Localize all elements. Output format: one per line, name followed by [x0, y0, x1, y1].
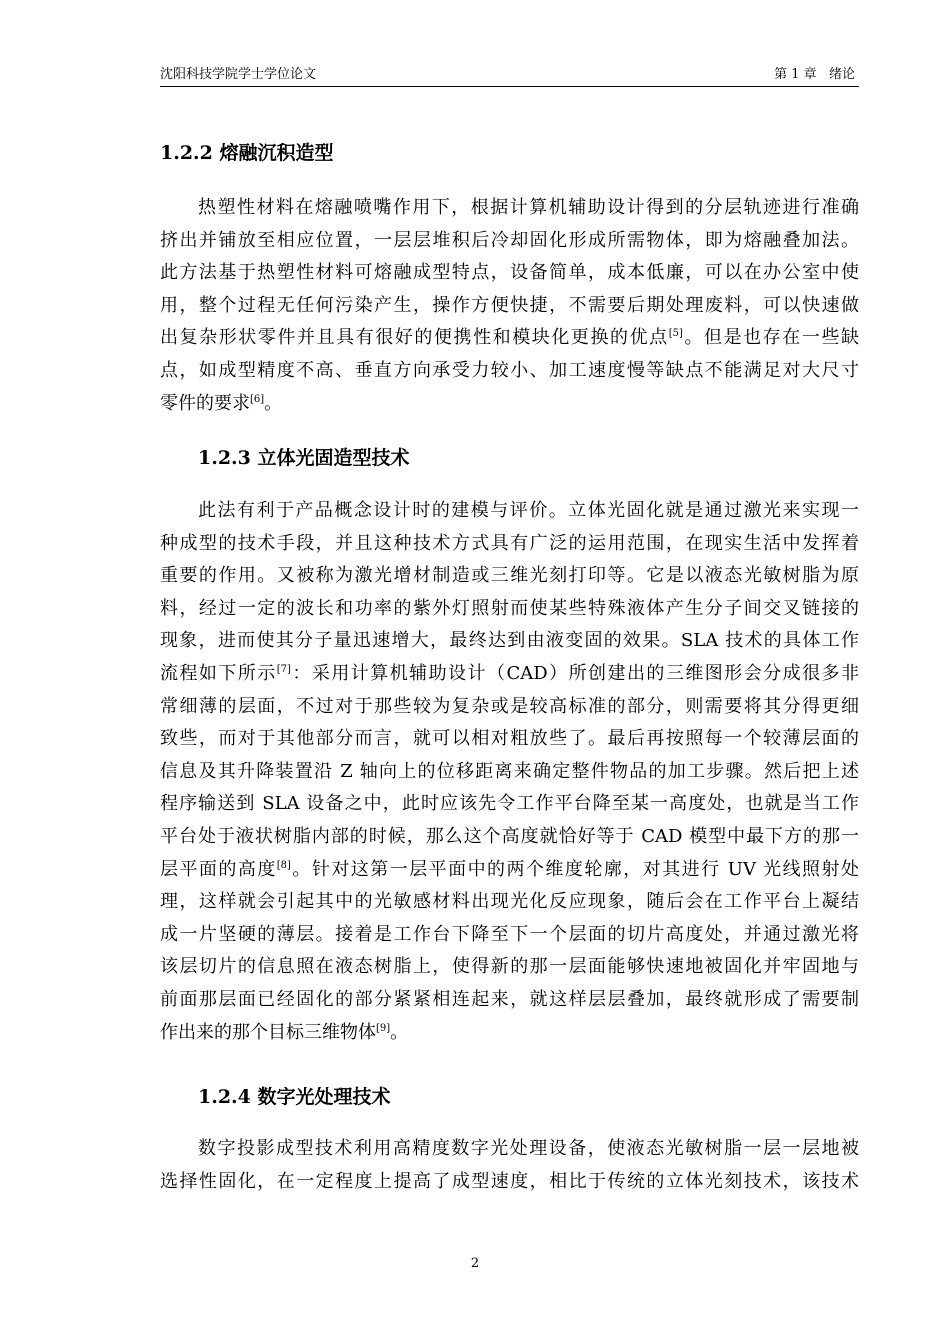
text-line: 现象，进而使其分子量迅速增大，最终达到由液变固的效果。SLA 技术的具体工作 — [160, 630, 859, 652]
text-line: 理，这样就会引起其中的光敏感材料出现光化反应现象，随后会在工作平台上凝结 — [160, 891, 859, 913]
paragraph-dlp — [160, 1133, 859, 1198]
text-line: 作出来的那个目标三维物体[9]。 — [160, 1021, 409, 1043]
text-line: 层平面的高度[8]。针对这第一层平面中的两个维度轮廓，对其进行 UV 光线照射处 — [160, 858, 859, 880]
header-chapter: 第 1 章 绪论 — [774, 67, 855, 82]
text-line: 挤出并铺放至相应位置，一层层堆积后冷却固化形成所需物体，即为熔融叠加法。 — [160, 229, 859, 251]
text-line: 信息及其升降装置沿 Z 轴向上的位移距离来确定整件物品的加工步骤。然后把上述 — [160, 760, 859, 782]
section-heading-1-2-2: 1.2.2 熔融沉积造型 — [160, 142, 334, 164]
text-line: 前面那层面已经固化的部分紧紧相连起来，就这样层层叠加，最终就形成了需要制 — [160, 988, 859, 1010]
citation: [7] — [276, 663, 291, 675]
text-line: 程序输送到 SLA 设备之中，此时应该先令工作平台降至某一高度处，也就是当工作 — [160, 793, 859, 815]
header-thesis-title: 沈阳科技学院学士学位论文 — [160, 67, 317, 82]
text-line: 平台处于液状树脂内部的时候，那么这个高度就恰好等于 CAD 模型中最下方的那一 — [160, 825, 859, 847]
text-line: 热塑性材料在熔融喷嘴作用下，根据计算机辅助设计得到的分层轨迹进行准确 — [198, 197, 859, 218]
section-heading-1-2-4: 1.2.4 数字光处理技术 — [198, 1086, 391, 1108]
page-number: 2 — [470, 1256, 480, 1271]
text-line: 此法有利于产品概念设计时的建模与评价。立体光固化就是通过激光来实现一 — [198, 500, 859, 521]
text-line: 零件的要求[6]。 — [160, 392, 283, 414]
text-line: 种成型的技术手段，并且这种技术方式具有广泛的运用范围，在现实生活中发挥着 — [160, 532, 859, 554]
text-line: 成一片坚硬的薄层。接着是工作台下降至下一个层面的切片高度处，并通过激光将 — [160, 923, 859, 945]
section-heading-1-2-3: 1.2.3 立体光固造型技术 — [198, 447, 410, 469]
paragraph-fdm — [160, 192, 859, 420]
text-line: 致些，而对于其他部分而言，就可以相对粗放些了。最后再按照每一个较薄层面的 — [160, 728, 859, 750]
text-line: 选择性固化，在一定程度上提高了成型速度，相比于传统的立体光刻技术，该技术 — [160, 1170, 859, 1192]
citation: [5] — [668, 328, 683, 340]
text-line: 用，整个过程无任何污染产生，操作方便快捷，不需要后期处理废料，可以快速做 — [160, 294, 859, 316]
text-line: 流程如下所示[7]：采用计算机辅助设计（CAD）所创建出的三维图形会分成很多非 — [160, 662, 860, 684]
text-line: 重要的作用。又被称为激光增材制造或三维光刻打印等。它是以液态光敏树脂为原 — [160, 565, 859, 587]
citation: [8] — [276, 859, 291, 871]
citation: [6] — [250, 393, 265, 405]
paragraph-sla — [160, 495, 859, 1049]
text-line: 数字投影成型技术利用高精度数字光处理设备，使液态光敏树脂一层一层地被 — [198, 1138, 859, 1159]
page-header — [160, 66, 859, 87]
text-line: 常细薄的层面，不过对于那些较为复杂或是较高标准的部分，则需要将其分得更细 — [160, 695, 859, 717]
text-line: 该层切片的信息照在液态树脂上，使得新的那一层面能够快速地被固化并牢固地与 — [160, 956, 859, 978]
citation: [9] — [376, 1022, 391, 1034]
text-line: 点，如成型精度不高、垂直方向承受力较小、加工速度慢等缺点不能满足对大尺寸 — [160, 359, 859, 381]
text-line: 此方法基于热塑性材料可熔融成型特点，设备简单，成本低廉，可以在办公室中使 — [160, 262, 859, 284]
text-line: 料，经过一定的波长和功率的紫外灯照射而使某些特殊液体产生分子间交叉链接的 — [160, 597, 859, 619]
text-line: 出复杂形状零件并且具有很好的便携性和模块化更换的优点[5]。但是也存在一些缺 — [160, 327, 860, 349]
